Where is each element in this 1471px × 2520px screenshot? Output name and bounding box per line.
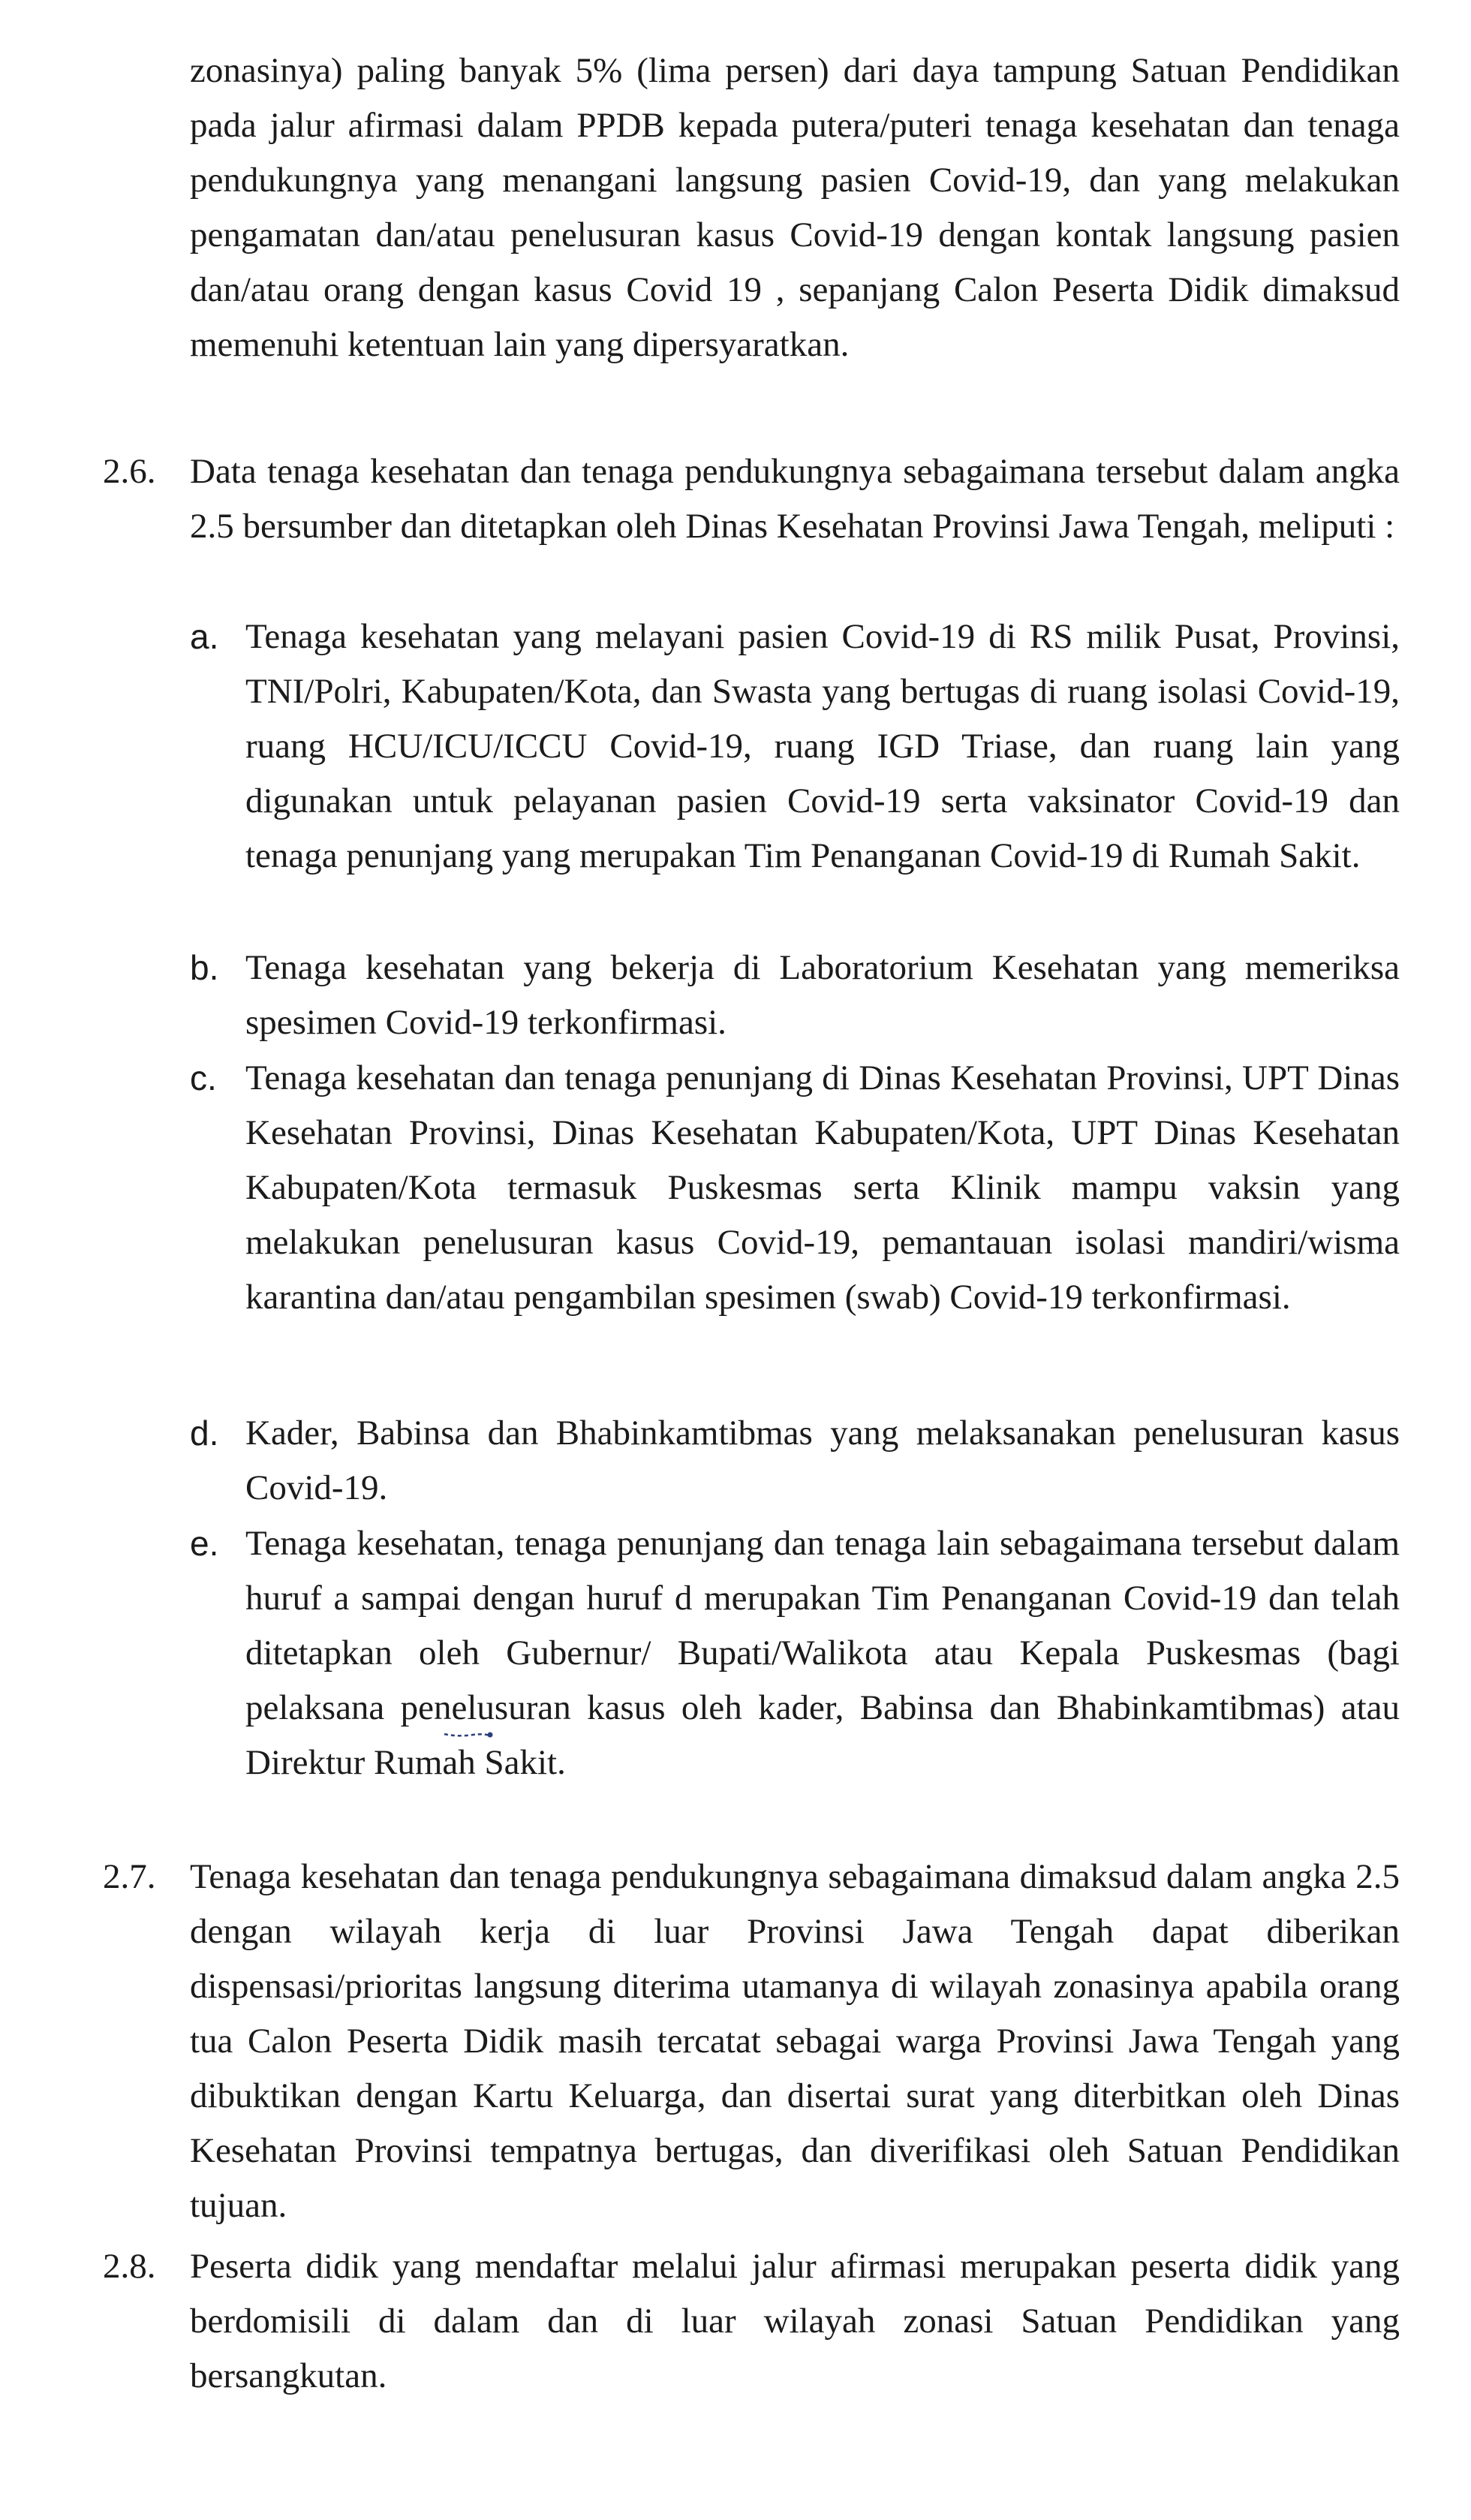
item-text-2-8: Peserta didik yang mendaftar melalui jalur afirmasi merupakan peserta didik yang berdomisili di dalam dan di luar wilayah zonasi Satuan Pendidikan yang bersangkutan.	[190, 2247, 1400, 2395]
continuation-paragraph: zonasinya) paling banyak 5% (lima persen) dari daya tampung Satuan Pendidikan pada jalur afirmasi dalam PPDB kepada putera/puteri tenaga kesehatan dan tenaga pendukungnya yang menangani langsung pasien Covid-19, dan yang melakukan pengamatan dan/atau penelusuran kasus Covid-19 dengan kontak langsung pasien dan/atau orang dengan kasus Covid 19 , sepanjang Calon Peserta Didik dimaksud memenuhi ketentuan lain yang dipersyaratkan.	[190, 51, 1400, 364]
item-text-2-7: Tenaga kesehatan dan tenaga pendukungnya sebagaimana dimaksud dalam angka 2.5 dengan wilayah kerja di luar Provinsi Jawa Tengah dapat diberikan dispensasi/prioritas langsung diterima utamanya di wilayah zonasinya apabila orang tua Calon Peserta Didik masih tercatat sebagai warga Provinsi Jawa Tengah yang dibuktikan dengan Kartu Keluarga, dan disertai surat yang diterbitkan oleh Dinas Kesehatan Provinsi tempatnya bertugas, dan diverifikasi oleh Satuan Pendidikan tujuan.	[190, 1857, 1400, 2225]
subitem-letter-b: b.	[190, 948, 219, 987]
subitem-letter-a: a.	[190, 617, 219, 656]
subitem-letter-d: d.	[190, 1414, 219, 1453]
subitem-text-d: Kader, Babinsa dan Bhabinkamtibmas yang melaksanakan penelusuran kasus Covid-19.	[245, 1414, 1400, 1507]
subitem-text-b: Tenaga kesehatan yang bekerja di Laboratorium Kesehatan yang memeriksa spesimen Covid-19 terkonfirmasi.	[245, 948, 1400, 1042]
subitem-letter-e: e.	[190, 1524, 219, 1563]
subitem-text-e: Tenaga kesehatan, tenaga penunjang dan tenaga lain sebagaimana tersebut dalam huruf a sampai dengan huruf d merupakan Tim Penanganan Covid-19 dan telah ditetapkan oleh Gubernur/ Bupati/Walikota atau Kepala Puskesmas (bagi pelaksana penelusuran kasus oleh kader, Babinsa dan Bhabinkamtibmas) atau Direktur Rumah Sakit.	[245, 1524, 1400, 1782]
subitem-letter-c: c.	[190, 1058, 217, 1097]
pen-mark-icon	[443, 1728, 495, 1740]
item-number-2-6: 2.6.	[103, 452, 156, 491]
subitem-text-c: Tenaga kesehatan dan tenaga penunjang di Dinas Kesehatan Provinsi, UPT Dinas Kesehatan Provinsi, Dinas Kesehatan Kabupaten/Kota, UPT Dinas Kesehatan Kabupaten/Kota termasuk Puskesmas serta Klinik mampu vaksin yang melakukan penelusuran kasus Covid-19, pemantauan isolasi mandiri/wisma karantina dan/atau pengambilan spesimen (swab) Covid-19 terkonfirmasi.	[245, 1058, 1400, 1317]
item-text-2-6: Data tenaga kesehatan dan tenaga pendukungnya sebagaimana tersebut dalam angka 2.5 bersumber dan ditetapkan oleh Dinas Kesehatan Provinsi Jawa Tengah, meliputi :	[190, 452, 1400, 546]
subitem-text-a: Tenaga kesehatan yang melayani pasien Covid-19 di RS milik Pusat, Provinsi, TNI/Polri, Kabupaten/Kota, dan Swasta yang bertugas di ruang isolasi Covid-19, ruang HCU/ICU/ICCU Covid-19, ruang IGD Triase, dan ruang lain yang digunakan untuk pelayanan pasien Covid-19 serta vaksinator Covid-19 dan tenaga penunjang yang merupakan Tim Penanganan Covid-19 di Rumah Sakit.	[245, 617, 1400, 875]
item-number-2-8: 2.8.	[103, 2247, 156, 2286]
item-number-2-7: 2.7.	[103, 1857, 156, 1896]
